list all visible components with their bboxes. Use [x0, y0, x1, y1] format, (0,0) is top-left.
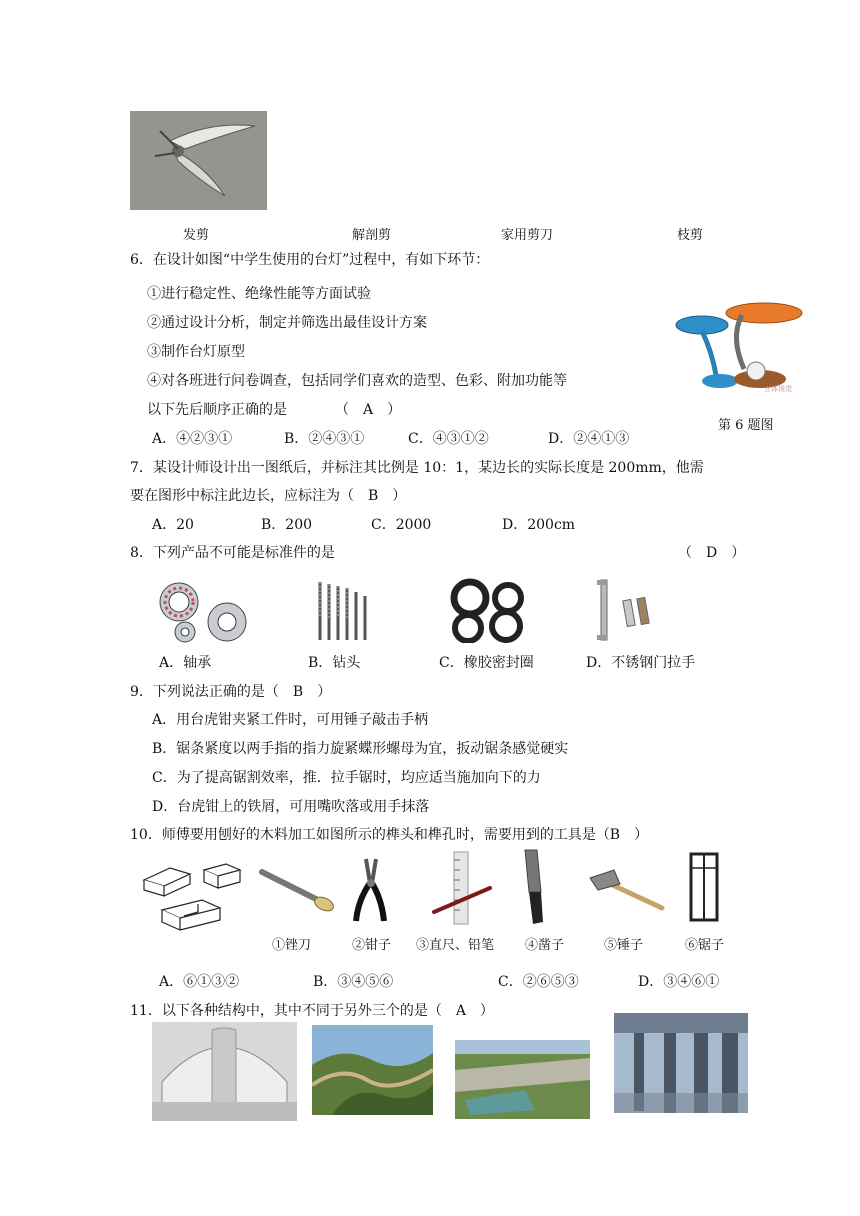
- file-tool-photo: [258, 862, 338, 917]
- q6-option-b: B．②④③①: [284, 431, 365, 447]
- q10-stem: 10．师傅要用刨好的木料加工如图所示的榫头和榫孔时，需要用到的工具是（B ）: [130, 827, 649, 843]
- caption-household-scissors: 家用剪刀: [501, 228, 554, 243]
- q6-figure-caption: 第 6 题图: [718, 418, 774, 433]
- pruning-shears-photo: [130, 111, 267, 210]
- q9-option-b: B．锯条紧度以两手指的指力旋紧蝶形螺母为宜，扳动锯条感觉硬实: [152, 741, 569, 757]
- q6-prompt: 以下先后顺序正确的是: [147, 402, 287, 418]
- q9-option-d: D．台虎钳上的铁屑，可用嘴吹落或用手抹落: [152, 799, 430, 815]
- q10-option-b: B．③④⑤⑥: [313, 974, 394, 990]
- q6-option-d: D．②④①③: [548, 431, 630, 447]
- q9-stem: 9．下列说法正确的是（ B ）: [130, 684, 332, 700]
- q6-step-3: ③制作台灯原型: [147, 344, 245, 360]
- pliers-tool-photo: [348, 855, 393, 923]
- q11-stem: 11．以下各种结构中，其中不同于另外三个的是（ A ）: [130, 1003, 494, 1019]
- hammer-tool-photo: [588, 868, 666, 916]
- q10-option-d: D．③④⑥①: [638, 974, 720, 990]
- tool-label-file: ①锉刀: [272, 938, 312, 953]
- caption-hair-scissors: 发剪: [183, 228, 210, 243]
- tool-label-chisel: ④凿子: [525, 938, 565, 953]
- q6-option-c: C．④③①②: [408, 431, 489, 447]
- q9-option-c: C．为了提高锯割效率，推．拉手锯时，均应适当施加向下的力: [152, 770, 541, 786]
- q7-stem-line1: 7．某设计师设计出一图纸后，并标注其比例是 10：1，某边长的实际长度是 200mm，他需: [130, 460, 704, 476]
- tool-label-hammer: ⑤锤子: [604, 938, 644, 953]
- rubber-seal-rings-photo: [450, 578, 530, 643]
- q9-option-a: A．用台虎钳夹紧工件时，可用锤子敲击手柄: [152, 712, 429, 728]
- q6-step-2: ②通过设计分析，制定并筛选出最佳设计方案: [147, 315, 427, 331]
- q10-option-a: A．⑥①③②: [159, 974, 240, 990]
- observatory-dome-photo: [152, 1022, 297, 1121]
- tenon-mortise-drawing: [140, 860, 245, 940]
- q6-option-a: A．④②③①: [152, 431, 233, 447]
- tool-label-saw: ⑥锯子: [685, 938, 725, 953]
- q7-option-d: D．200cm: [502, 517, 576, 533]
- desk-lamp-photo: [672, 297, 804, 397]
- q7-option-a: A．20: [152, 517, 194, 533]
- door-handle-photo: [593, 578, 668, 643]
- dam-photo: [455, 1040, 590, 1119]
- q6-answer: （ A ）: [335, 402, 402, 418]
- pier-pillars-photo: [614, 1013, 748, 1113]
- q8-stem: 8．下列产品不可能是标准件的是: [130, 545, 335, 561]
- q8-answer: （ D ）: [678, 545, 746, 561]
- q7-stem-line2: 要在图形中标注此边长，应标注为（ B ）: [130, 488, 407, 504]
- great-wall-photo: [312, 1025, 433, 1115]
- caption-pruning-shears: 枝剪: [677, 228, 704, 243]
- q6-step-4: ④对各班进行问卷调查，包括同学们喜欢的造型、色彩、附加功能等: [147, 373, 567, 389]
- tool-label-pliers: ②钳子: [352, 938, 392, 953]
- q7-option-c: C．2000: [371, 517, 432, 533]
- q8-option-c: C．橡胶密封圈: [439, 655, 534, 671]
- q8-option-d: D．不锈钢门拉手: [586, 655, 696, 671]
- chisel-tool-photo: [515, 848, 555, 926]
- tool-label-ruler-pencil: ③直尺、铅笔: [416, 938, 495, 953]
- caption-dissecting-scissors: 解剖剪: [352, 228, 392, 243]
- svg-text:立体视觉: 立体视觉: [764, 385, 792, 393]
- q10-option-c: C．②⑥⑤③: [498, 974, 579, 990]
- drill-bits-photo: [312, 578, 377, 643]
- q8-option-a: A．轴承: [159, 655, 212, 671]
- q6-step-1: ①进行稳定性、绝缘性能等方面试验: [147, 286, 371, 302]
- q8-option-b: B．钻头: [308, 655, 361, 671]
- q7-option-b: B．200: [261, 517, 313, 533]
- bearing-photo: [155, 578, 250, 643]
- saw-tool-photo: [683, 848, 728, 928]
- ruler-pencil-photo: [428, 850, 498, 925]
- q6-stem: 6．在设计如图“中学生使用的台灯”过程中，有如下环节：: [130, 252, 490, 268]
